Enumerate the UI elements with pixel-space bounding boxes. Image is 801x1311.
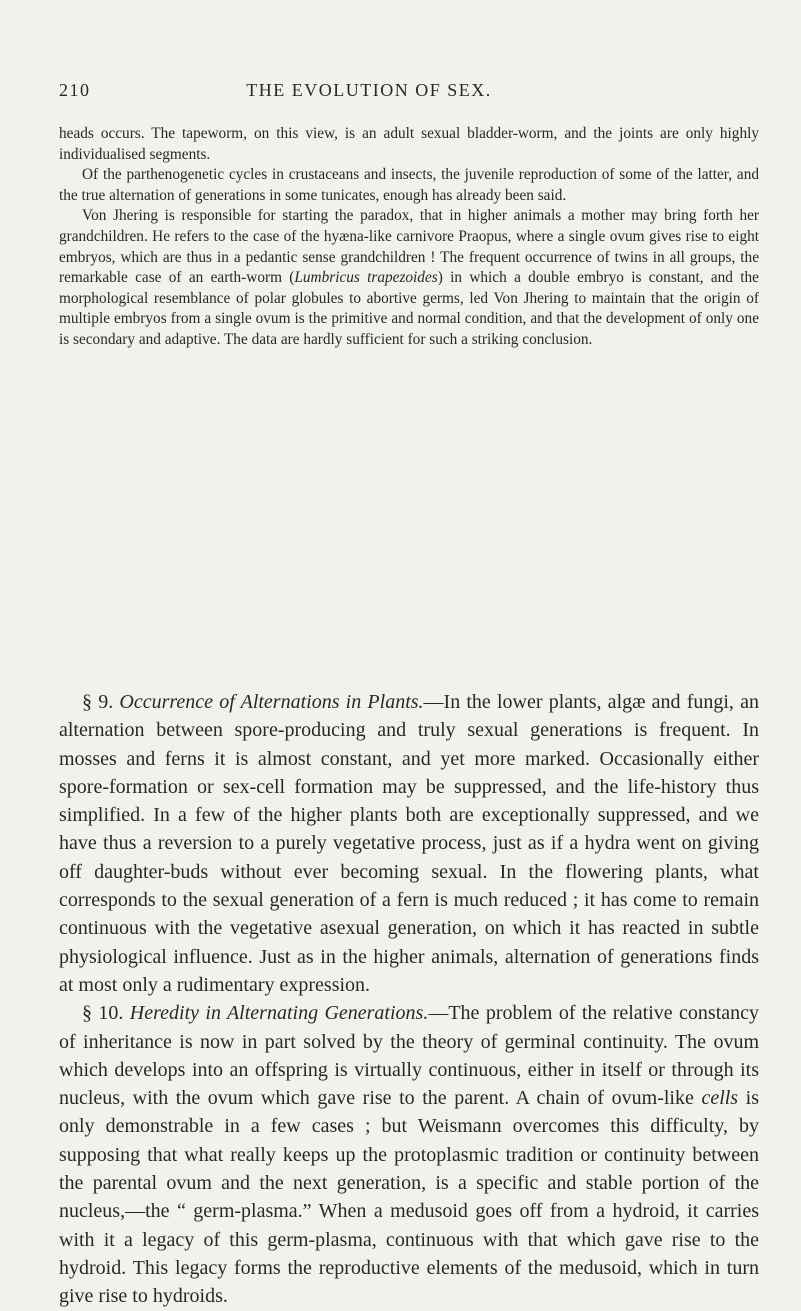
species-name: Lumbricus trapezoides — [294, 269, 438, 287]
section-text: is only demonstrable in a few cases ; but Weismann overcomes this difficulty, by supposing that what really keeps up the protoplasmic tradition or continuity between the parental ovum and the next generation, is a specific and stable portion of the nucleus,—the “ germ-plasma.” When a medusoid goes off from a hydroid, it carries with it a legacy of this germ-plasma, continuous with that which gave rise to the hydroid. This legacy forms the reproductive elements of the medusoid, which in turn give rise to hydroids. — [59, 1087, 759, 1308]
paragraph-text: Of the parthenogenetic cycles in crustaceans and insects, the juvenile reproduction of some of the latter, and the true alternation of generations in some tunicates, enough has already been said. — [59, 166, 759, 204]
section-heading: Occurrence of Alternations in Plants. — [119, 691, 424, 713]
paragraph-text: Von Jhering is responsible for starting the paradox, that in higher animals a mother may bring forth her grandchildren. He refers to the case of the hyæna-like carnivore Praopus, where a single ovum gives rise to eight embryos, which are thus in a pedantic sense grandchildren ! The frequent occurrence of twins in all groups, the remarkable case of an earth-worm ( — [59, 207, 759, 287]
paragraph-continuation — [59, 124, 759, 165]
paragraph-text: ) in which a double embryo is constant, and the morphological resemblance of polar globules to abortive germs, led Von Jhering to maintain that the origin of multiple embryos from a single ovum is the primitive and normal condition, and that the development of only one is secondary and adaptive. The data are hardly sufficient for such a striking conclusion. — [59, 269, 759, 348]
section-mark: § 9. — [82, 691, 114, 713]
page-header — [59, 80, 759, 110]
emphasis-word: cells — [701, 1087, 739, 1110]
section-9 — [59, 688, 759, 999]
paragraph-von-jhering — [59, 206, 759, 350]
section-text: —The problem of the relative constancy of inheritance is now in part solved by the theory of germinal continuity. The ovum which develops into an offspring is virtually continuous, either in itself or through its nucleus, with the ovum which gave rise to the parent. A chain of ovum-like — [59, 1002, 760, 1110]
small-print-block — [59, 124, 759, 351]
section-heading: Heredity in Alternating Generations. — [129, 1002, 429, 1025]
running-title: THE EVOLUTION OF SEX. — [246, 80, 492, 100]
section-mark: § 10. — [82, 1002, 124, 1025]
section-10 — [59, 999, 759, 1310]
page-number: 210 — [59, 80, 91, 100]
paragraph-parthenogenetic — [59, 165, 759, 206]
paragraph-text: heads occurs. The tapeworm, on this view, is an adult sexual bladder-worm, and the joints are only highly individualised segments. — [59, 125, 759, 163]
main-text-block — [59, 688, 759, 1311]
section-text: —In the lower plants, algæ and fungi, an alternation between spore-producing and truly sexual generations is frequent. In mosses and ferns it is almost constant, and yet more marked. Occasionally either spore-formation or sex-cell formation may be suppressed, and the life-history thus simplified. In a few of the higher plants both are exceptionally suppressed, and we have thus a reversion to a purely vegetative process, just as if a hydra went on giving off daughter-buds without ever becoming sexual. In the flowering plants, what corresponds to the sexual generation of a fern is much reduced ; it has come to remain continuous with the vegetative asexual generation, on which it has reacted in subtle physiological influence. Just as in the higher animals, alternation of generations finds at most only a rudimentary expression. — [59, 691, 759, 996]
